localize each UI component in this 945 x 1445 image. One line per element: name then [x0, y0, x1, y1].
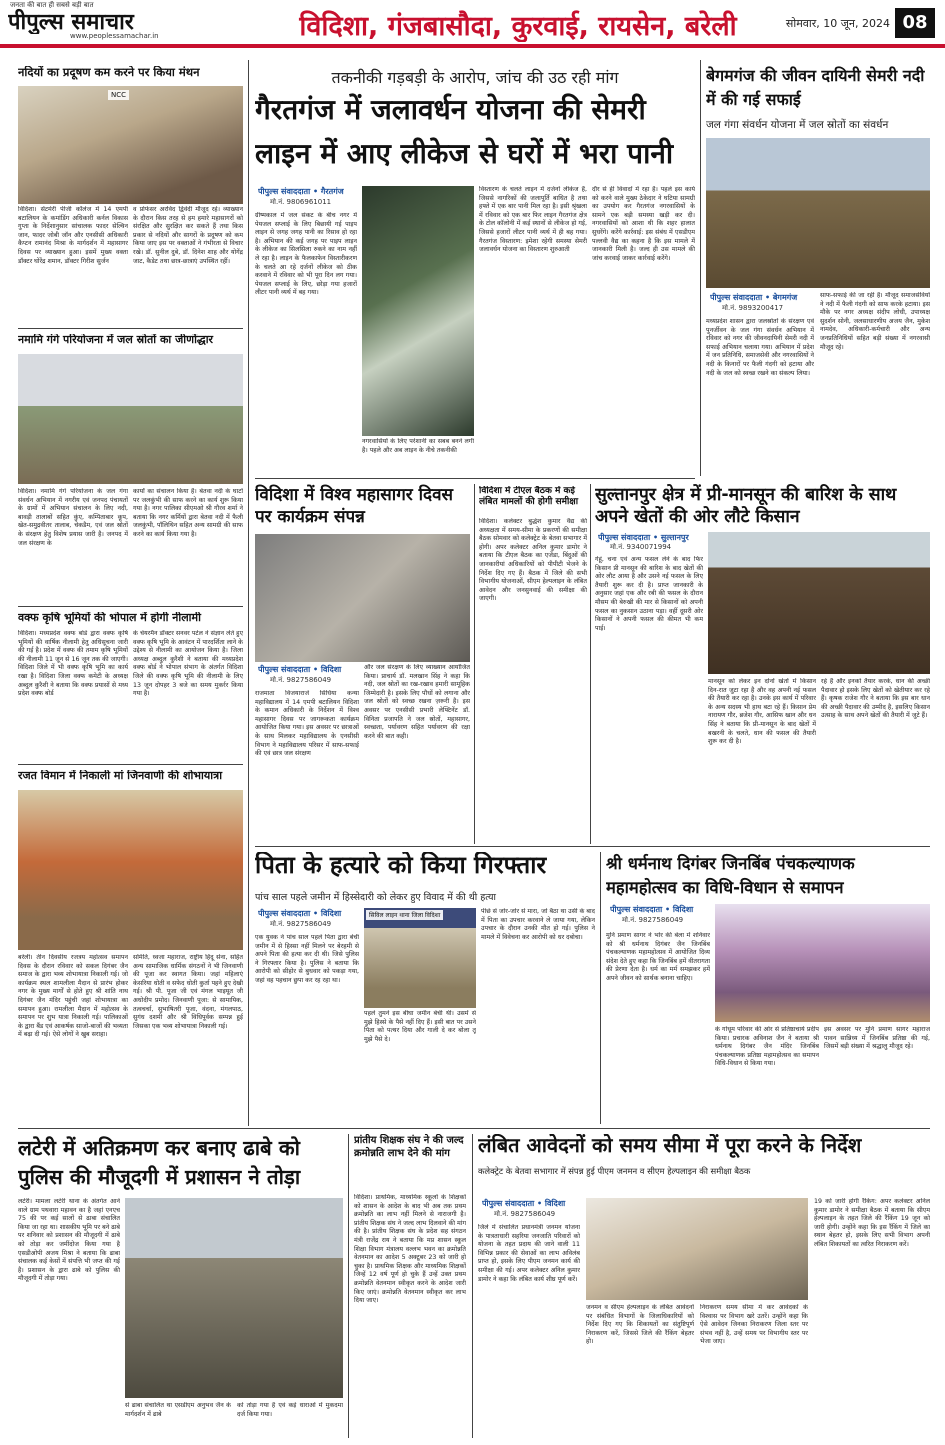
newspaper-logo: पीपुल्स समाचार: [8, 10, 134, 34]
issue-date: सोमवार, 10 जून, 2024: [785, 17, 890, 30]
body-lambit-col2: जनमन व सीएम हेल्पलाइन के लंबित आवेदनों पर संबंधित विभागों के जिलाधिकारियों को निर्देश दिए गए कि शिकायतों का संतुष्टिपूर्ण निराकरण करें, जिससे जिले की रैंकिंग बेहतर हो।: [586, 1304, 694, 1346]
headline-sultanpur: सुल्तानपुर क्षेत्र में प्री-मानसून की बारिश के साथ अपने खेतों की ओर लौटे किसान: [595, 485, 897, 527]
body-pita-col2: पहले तुमने इस बीघा जमीन बेची थी। उसमें से मुझे हिस्से के पैसे नहीं दिए हैं। इसी बात पर उसने पिता को पत्थर दिया और गाली दे कर बोला तू मुझे पैसे दे।: [364, 1010, 476, 1043]
body-lambit-col1: जिले में संचालित प्रधानमंत्री जनमन योजना के पात्रताधारी सहरिया जनजाति परिवारों को योजना के तहत प्रदाय की जाने वाली 11 विभिन्न प्रकार की सेवाओं का लाभ अविलंब प्राप्त हो, इसके लिए पीएम जनमन कार्य की समीक्षा की गई। अपर कलेक्टर अनिल कुमार डामोर ने कहा कि लंबित कार्य शीघ्र पूर्ण करें।: [478, 1224, 580, 1283]
body-lambit-col4: 19 को जारी होगी रैंकिंग: अपर कलेक्टर अनिल कुमार डामोर ने समीक्षा बैठक में बताया कि सीएम हेल्पलाइन के तहत जिले की रैंकिंग 19 जून को जारी होगी। उन्होंने कहा कि इस रैंकिंग में जिले का स्थान बेहतर हो, इसके लिए सभी विभाग अपनी लंबित शिकायतों का त्वरित निराकरण करें।: [814, 1198, 930, 1248]
body-dharmnath-col1: मुनि प्रमाण सागर ने भोर की बेला में शनिवार को श्री धर्मनाथ दिगंबर जैन जिनबिंब पंचकल्याणक महामहोत्सव में आयोजित दिव्य संदेश देते हुए कहा कि जिनबिंब हमें वीतरागता की प्रेरणा देता है। धर्म का मर्म समझकर हमें अपने जीवन को सार्थक बनाना चाहिए।: [606, 932, 710, 982]
byline-vishwa: पीपुल्स संवाददाता • विदिशा: [258, 665, 342, 674]
body-sultanpur-col3: रहे हैं और इनको तैयार करके, धान की अच्छी पैदावार हो इसके लिए खेतों को खेतीयार कर रहे हैं। कृषक राजेश गौर ने बताया कि इस बार धान की अच्छी पैदावार की उम्मीद है, इसलिए किसान उत्साह के साथ अपने खेतों की तैयारी में जुटे हैं।: [821, 678, 930, 720]
column-divider: [700, 60, 701, 476]
byline-dharmnath: पीपुल्स संवाददाता • विदिशा: [610, 905, 694, 914]
headline-vishwa: विदिशा में विश्व महासागर दिवस पर कार्यक्रम संपन्न: [255, 485, 454, 527]
body-lottery-col1: लटेरी। मामला लटेरी थाना के अंतर्गत आने वाले ग्राम पथवारा महावन का है जहां एनएच 75 की पर कई सालों से ढाबा संचालित किया जा रहा था। शासकीय भूमि पर बने ढाबे पर शनिवार को प्रशासन की मौजूदगी में ढाबे को तोड़ा कर जमींदोज किया गया है एसडीओपी अजय मिश्रा ने बताया कि ढाबा संचालक कई केसों में संपत्ति भी जप्त की गई है। प्रशासन के द्वारा ढाबे को पुलिस की मौजूदगी में तोड़ा गया।: [18, 1198, 120, 1283]
page-number: 08: [895, 8, 935, 38]
phone-dharmnath: मो.नं. 9827586049: [622, 916, 684, 924]
body-gairatganj-col1: ग्रीष्मकाल में जल संकट के बीच नगर में पेयजल सप्लाई के लिए बिछायी गई पाइप लाइन से जगह जगह पानी का रिसाव हो रहा है। अभियान की कई जगह पर पाइप लाइन के लीकेज का सिलसिला रुकने का नाम नहीं ले रहा है। लाइन के फैलकाफेन विस्तारीकरण के चलते आ रहे दर्जनों लीकेज को ठीक करवाने में रविवार को भी पूरा दिन लग गया। पेयजल सप्लाई के लिए, छोड़ा गया हजारों लीटर पानी व्यर्थ में बह गया।: [255, 212, 357, 297]
phone-sultanpur: मो.नं. 9340071994: [610, 543, 672, 551]
headline-lambit: लंबित आवेदनों को समय सीमा में पूरा करने के निर्देश: [478, 1134, 862, 1157]
photo-demolished-dhaba: [125, 1198, 343, 1398]
photo-ncc-classroom: [18, 86, 243, 204]
divider: [18, 1128, 930, 1129]
headline-tl: विदिशा में टीएल बैठक में कई लंबित मामलों की होगी समीक्षा: [479, 486, 579, 507]
subhead-begamganj: जल गंगा संवर्धन योजना में जल स्रोतों का संवर्धन: [706, 119, 889, 131]
headline-gairatganj: गैरतगंज में जलावर्धन योजना की सेमरी लाइन में आए लीकेज से घरों में भरा पानी: [255, 93, 674, 170]
body-nadiyon-col1: विदिशा। सेंटमेरी पीजी कॉलेज में 14 एमपी बटालियन के कमांडिंग अधिकारी कर्नल विकास गुप्ता के निर्देशानुसार सांचालक फादर सेल्विन जान, फादर जोबी जॉन और एनसीसी अधिकारी कैप्टन रामानंद मिश्रा के मार्गदर्शन में महासागर दिवस पर व्याख्यान हुआ। इसमें मुख्य वक्ता डॉक्टर घोरेंद्र शमान, डॉक्टर गिरीश सुर्जन: [18, 206, 128, 265]
divider: [18, 328, 243, 329]
body-lottery-col3: को तोड़ा गया है एवं कई धाराओं में मुकदमा दर्ज किया गया।: [237, 1402, 343, 1418]
body-tl: विदिशा। कलेक्टर बुद्धेश कुमार वैद्य की अध्यक्षता में समय-सीमा के प्रकरणों की समीक्षा बैठक सोमवार को कलेक्ट्रेट के बेतवा सभागार में होगी। अपर कलेक्टर अनिल कुमार डामोर ने बताया कि टीएल बैठक का एजेंडा, बिंदुओं की जानकारीयां अधिकारियों को पीपीटी भेजने के निर्देश दिए गए हैं। बैठक में जिले की सभी विभागीय योजनाओं, सीएम हेल्पलाइन के लंबित आवेदन और जनसुनवाई की समीक्षा की जाएगी।: [479, 518, 587, 603]
body-rajat-col2: समिति, ध्वजा महाराज, राष्ट्रीय हिंदू सेना, सहित अन्य सामाजिक धार्मिक संगठनों ने भी जिनवाणी की पूजा कर स्वागत किया। जहां महिलाएं केसरिया धोती व सफेद धोती कुर्ता पहने हुए देखी गई। श्री पी. पूजा जी एवं मंगल भाइयूत जी अधोदीप प्रमोद। जिनवाणी पूजा: से सामायिक, तत्वचर्चा, सुभाषितरी पूजा, वंदना, मंगलपाठ, सुगंध दशमी और श्री विधिपूर्वक सम्पन्न हुई जिसका एक भव्य शोभायात्रा निकाली गई।: [133, 954, 243, 1030]
byline-begamganj: पीपुल्स संवाददाता • बेगमगंज: [710, 293, 798, 302]
body-gairatganj-col2: नगरवासियों के लिए परेशानी का सबब बनने लगी है। पहले और अब लाइन के नीचे तकनीकी: [362, 438, 474, 454]
subhead-lambit: कलेक्ट्रेट के बेतवा सभागार में संपन्न हुई पीएम जनमन व सीएम हेल्पलाइन की समीक्षा बैठक: [478, 1166, 751, 1176]
column-divider: [248, 60, 249, 1126]
body-waqf-col1: विदिशा। मध्यप्रदेश वक्फ बोर्ड द्वारा वक्फ कृषि भूमियों की वार्षिक नीलामी हेतु अधिसूचना जारी की गई है। प्रदेश में वक्फ की तमाम कृषि भूमियों की नीलामी 11 जून से 16 जून तक की जाएगी। विदिशा जिले में भी वक्फ कृषि भूमि का कार्य रखा है। विदिशा जिला वक्फ कमेटी के अध्यक्ष अब्दुल कुरैशी ने बताया कि वक्फ प्रयासों से मध्य प्रदेश वक्फ बोर्ड: [18, 630, 128, 698]
photo-procession: [18, 790, 243, 950]
body-rajat-col1: बरेली। तीन दिवसीय रजत्रय महोत्सव समापन दिवस के दौरान रविवार को सकल दिगंबर जैन समाज के द्वारा भव्य शोभायात्रा निकाली गई। जो कार्यक्रम स्थल शामलीला मैदान से प्रारंभ होकर नगर के मुख्य मार्गों से होते हुए श्री शांति नाथ दिगंबर जैन मंदिर पहुंची जहां शोभायात्रा का समापन हुआ। रामलीला मैदान में महोत्सव के समापन पर शुभ यात्रा निकाली गई। पालिकाओं के द्वारा बैंड एवं आकर्षक साजो-बाजों की भव्यता में बढ़ा दी गई। ऐसे लोगों ने खुब सराहा।: [18, 954, 128, 1039]
byline-pita: पीपुल्स संवाददाता • विदिशा: [258, 909, 342, 918]
phone-begamganj: मो.नं. 9893200417: [722, 304, 784, 312]
headline-dharmnath: श्री धर्मनाथ दिगंबर जिनबिंब पंचकल्याणक महामहोत्सव का विधि-विधान से समापन: [606, 854, 855, 897]
headline-nadiyon: नदियों का प्रदूषण कम करने पर किया मंथन: [18, 66, 200, 79]
photo-river-cleanup: [706, 138, 930, 288]
masthead-tagline: जनता की बात ही सबसे बड़ी बात: [10, 1, 94, 9]
body-gairatganj-col4: दौर से ही विवादों में रहा है। पहले इस कार्य को करने वाले मुख्य ठेकेदार ने घटिया सामग्री का उपयोग कर गैरतगंज नगरवासियों के सामने एक बड़ी समस्या खड़ी कर दी। नगरवासियों को आशा थी कि शहर हालात सुधरेंगे। करेंगे कार्रवाई: इस संबंध में एसडीएम पल्लवी वैद्य का कहना है कि इस मामले में जानकारी मिली है। जल्द ही उस मामले की जांच करवाई जाकर कार्रवाई करेंगे।: [592, 186, 695, 262]
body-sultanpur-col2: मानसून को लेकर इन दोनों खेतों में किसान दिन-रात जुटा रहा है और वह अपनी नई फसल की तैयारी कर रहा है। उनके इस कार्य में परिवार के अन्य सदस्य भी हाथ बटा रहे हैं। किसान प्रेम नारायण गौर, ब्रजेश गौर, आसिफ खान और धन सिंह ने बताया कि प्री-मानसून के बाद खेतों में बखरनी के चलते, धान की फसल की तैयारी शुरू कर दी है।: [708, 678, 816, 746]
byline-lambit: पीपुल्स संवाददाता • विदिशा: [482, 1199, 566, 1208]
body-gairatganj-col3: विस्तारण के चलते लाइन में दर्जनों लीकेज हैं, जिससे नागरिकों की जलापूर्ति बाधित है तथा हफ्ते में एक बार पानी मिल रहा है। इसी श्रृंखला में रविवार को एक बार फिर लाइन गैरतगंज क्षेत्र के टोल कॉलोनी में कई स्थानों से लीकेज हो गई, जिससे हजारों लीटर पानी व्यर्थ में ही बह गया। गैरतगंज विस्तारण: इमेशा रहेगी समस्या सेमरी जलावर्धन योजना का विस्तारण शुरुआती: [479, 186, 587, 254]
kicker-gairatganj: तकनीकी गड़बड़ी के आरोप, जांच की उठ रही मांग: [331, 68, 619, 86]
headline-begamganj: बेगमगंज की जीवन दायिनी सेमरी नदी में की गई सफाई: [706, 66, 925, 109]
region-title: विदिशा, गंजबासौदा, कुरवाई, रायसेन, बरेली: [299, 11, 737, 42]
phone-pita: मो.नं. 9827586049: [270, 920, 332, 928]
headline-namami: नमामि गंगे परियोजना में जल स्रोतों का जीर्णोद्धार: [18, 334, 214, 346]
masthead-rule: [0, 44, 945, 48]
photo-review-meeting: [586, 1198, 808, 1300]
phone-lambit: मो.नं. 9827586049: [494, 1210, 556, 1218]
divider: [255, 846, 930, 847]
headline-waqf: वक्फ कृषि भूमियों की भोपाल में होगी नीलामी: [18, 612, 201, 624]
body-shikshak: विदिशा। प्राथमिक, माध्यमिक स्कूलों के शिक्षकों को शासन के आदेश के बाद भी अब तक प्रथम क्रमोन्नति का लाभ नहीं मिलने से नाराजगी है। प्रांतीय शिक्षक संघ ने जल्द लाभ दिलवाने की मांग की है। प्रांतीय शिक्षक संघ के प्रदेश सह संगठन मंत्री राजेंद्र राय ने बताया कि मप्र शासन स्कूल शिक्षा विभाग मंत्रालय वल्लभ भवन का क्रमोन्नति वेतनमान का आदेश 5 अक्टूबर 23 को जारी हो चुका है। प्राथमिक शिक्षक और माध्यमिक शिक्षकों जिन्हें 12 वर्ष पूर्ण हो चुके हैं उन्हें उक्त प्रथम क्रमोन्नति वेतनमान स्वीकृत करने के आदेश जारी किए जाएं। क्रमोन्नति वेतनमान स्वीकृत कर लाभ दिया जाए।: [354, 1194, 466, 1305]
body-vishwa-col2: और जल संरक्षण के लिए व्याख्यान आयोजित किया। प्राचार्य डॉ. मलखान सिंह ने कहा कि नदी, जल स्रोतों का रख-रखाव हमारी सामूहिक जिम्मेदारी है। इसके लिए पौधों को लगाना और जल स्रोतों को स्वच्छ रखना ज़रूरी है। इस अवसर पर एनसीसी प्रभारी लेफ्टिनेंट डॉ. विनिता प्रजापति ने जल स्रोतों, महासागर, स्वच्छता, पर्यावरण सहित पर्यावरण की रक्षा करने की बात कही।: [364, 664, 470, 740]
photo-tractor-field: [708, 532, 930, 674]
photo-pipe-leak: [362, 186, 474, 436]
byline-sultanpur: पीपुल्स संवाददाता • सुल्तानपुर: [598, 533, 689, 542]
column-divider: [472, 1134, 473, 1438]
body-lambit-col3: निराकरण समय सीमा में कर आवेदकों के विश्वास पर विभाग खरे उतरें। उन्होंने कहा कि ऐसे आवेदन जिनका निराकरण जिला स्तर पर संभव नहीं है, उन्हें समय पर विभागीय स्तर पर भेजा जाए।: [700, 1304, 808, 1346]
column-divider: [590, 484, 591, 844]
photo-ceremony-hall: [715, 904, 930, 1022]
divider: [18, 764, 243, 765]
body-begamganj-col1: मध्यप्रदेश शासन द्वारा जलस्रोतों के संरक्षण एवं पुनर्जीवन के जल गंगा संवर्धन अभियान में रविवार को नगर की जीवनदायिनी सेमरी नदी में सफाई अभियान चलाया गया। अभियान में प्रदेश में जन प्रतिनिधि, समाजसेवी और नगरवासियों ने नदी के किनारों पर फैली गंदगी को हटाया और नदी के जल को स्वच्छ रखने का संकल्प लिया।: [706, 318, 814, 377]
body-dharmnath-col2: के गोधूम परिवार की ओर से प्रतिष्ठाचार्य प्रदीप किया। प्रचारक अविनाश जैन ने बताया श्री धर्मनाथ दिगंबर जैन मंदिर जिनबिंब पंचकल्याणक प्रतिष्ठा महामहोत्सव का समापन विधि-विधान से किया गया।: [715, 1026, 819, 1068]
police-station-sign: सिविल लाइन थाना जिला विदिशा: [366, 910, 443, 920]
body-nadiyon-col2: व प्रोफेसर अरविंद द्विवेदी मौजूद रहे। व्याख्यान के दौरान किस तरह से हम हमारे महासागरों को संरक्षित और सुरक्षित कर सकते हैं तथा किस प्रकार से नदियों और सागरों के प्रदूषण को कम किया जाए इस पर वक्ताओं ने गंभीरता से विचार रखे। डॉ. सुनील दुबे, डॉ. दिनेश शाह और योगेंद्र जाट, कैडेट तथा छात्र-छात्राएं उपस्थित रहीं।: [133, 206, 243, 265]
body-begamganj-col2: साफ-सफाई की जा रही है। मौजूद समाजसेवियों ने नदी में फैली गंदगी को साफ करके हटाया। इस मौके पर नगर अध्यक्ष संदीप लोधी, उपाध्यक्ष सुदर्शन सोनी, जलसाधारणीय अजय जैन, मुकेश नामदेव, अधिकारी-कर्मचारी और अन्य जनप्रतिनिधियों सहित बड़ी संख्या में नगरवासी मौजूद रहे।: [820, 292, 930, 351]
headline-rajat: रजत विमान में निकाली मां जिनवाणी की शोभायात्रा: [18, 770, 223, 782]
body-pita-col3: पीछे से जोर-जोर से मारा, जो बैठा था उसी के बाद में पिता का उपचार करवाने ले जाया गया, लेकिन उपचार के दौरान उनकी मौत हो गई। पुलिस ने मामले में विवेचना कर आरोपी को धर दबोचा।: [481, 908, 595, 941]
phone-gairatganj: मो.नं. 9806961011: [270, 198, 332, 206]
body-namami-col2: कार्यों का संचालन किया है। बेतवा नदी के घाटों पर जलकुंभी की साफ करने का कार्य शुरू किया गया है। नगर पालिका सीएमओ श्री गौरव शर्मा ने बताया कि नगर कर्मियों द्वारा बेतवा नदी में फैली जलकुंभी, पॉलिथिन सहित अन्य सामग्री की साफ करने का कार्य किया गया है।: [133, 488, 243, 538]
body-sultanpur-col1: गेहूं, चना एवं अन्य फसल लेने के बाद फिर किसान प्री मानसून की बारिश के बाद खेतों की ओर लौट आया है और उसने नई फसल के लिए तैयारी शुरू कर दी है। प्राप्त जानकारी के अनुसार जहां एक और रबी की फसल के दौरान मौसम की बेरुखी की मार से किसानों को अपनी फसल का नुकसान उठाना पड़ा। वहीं दूसरी ओर किसानों ने अपनी फसल की कीमत भी कम पाई।: [595, 556, 703, 632]
divider: [18, 606, 243, 607]
body-waqf-col2: के चेयरमैन डॉक्टर सनवर पटेल ने संज्ञान लेते हुए वक्फ कृषि भूमि के आवंटन में पारदर्शिता लाने के उद्देश्य से नीलामी का आयोजन किया है। जिला अध्यक्ष अब्दुल कुरैशी ने बताया की मध्यप्रदेश वक्फ बोर्ड ने भोपाल संभाग के अंतर्गत विदिशा जिले की वक्फ कृषि भूमि की नीलामी के लिए 13 जून दोपहर 3 बजे का समय मुकर्रर किया गया है।: [133, 630, 243, 698]
byline-gairatganj: पीपुल्स संवाददाता • गैरतगंज: [258, 187, 344, 196]
body-namami-col1: विदिशा। नमामि गंगे परियोजना के जल गंगा संवर्धन अभियान में नगरीय एवं जनपद पंचायतों के ग्रामों में अभियान संचालन के लिए नदी, बावड़ी तालाबों सहित कुंए, कम्पिताबार कूप, खेत-समुद्रवीतर तालाब, चेकडैम, एवं जल स्रोतों के संरक्षण हेतु विशेष प्रयास जारी है। जनपद में जल संरक्षण के: [18, 488, 128, 547]
body-lottery-col2: से ढाबा संचालित था एसडीएम अनुभव जैन के मार्गदर्शन में ढाबे: [125, 1402, 231, 1418]
column-divider: [474, 484, 475, 844]
subhead-pita: पांच साल पहले जमीन में हिस्सेदारी को लेकर हुए विवाद में की थी हत्या: [255, 892, 497, 903]
photo-police-station: [364, 908, 476, 1008]
phone-vishwa: मो.नं. 9827586049: [270, 676, 332, 684]
body-vishwa-col1: राजमाता विजयाराजे सिंधिया कन्या महाविद्यालय में 14 एमपी बटालियन विदिशा के कमान अधिकारी के निर्देशन में विश्व महासागर दिवस पर जागरूकता कार्यक्रम आयोजित किया गया। इस अवसर पर छात्राओं के साथ मिलकर महाविद्यालय के एनसीसी विभाग ने महाविद्यालय परिसर में साफ-सफाई की एवं छात्र जल संरक्षण: [255, 690, 359, 758]
photo-ncc-cadets: [255, 534, 470, 662]
photo-banner-text: NCC: [108, 90, 129, 100]
divider: [255, 478, 695, 479]
photo-ghat-cleanup: [18, 354, 243, 484]
column-divider: [600, 852, 601, 1124]
masthead-url[interactable]: www.peoplessamachar.in: [70, 32, 159, 40]
headline-pita: पिता के हत्यारे को किया गिरफ्तार: [255, 852, 547, 879]
body-pita-col1: एक युवक ने पांच साल पहले पिता द्वारा बेची जमीन में से हिस्सा नहीं मिलने पर बेरहमी से अपने पिता की हत्या कर दी थी। जिसे पुलिस ने गिरफ्तार किया है। पुलिस ने बताया कि आरोपी को सीहोर से बुधवार को पकड़ा गया, जहां वह पहचान छुपा कर रह रहा था।: [255, 934, 359, 984]
column-divider: [348, 1134, 349, 1438]
body-dharmnath-col3: इस अवसर पर मुनि प्रमाण सागर महाराज पावन सान्निध्य में जिनबिंब प्रतिष्ठा की गई, जिसमें बड़ी संख्या में श्रद्धालु मौजूद रहे।: [824, 1026, 930, 1051]
headline-lottery: लटेरी में अतिक्रमण कर बनाए ढाबे को पुलिस की मौजूदगी में प्रशासन ने तोड़ा: [18, 1136, 301, 1189]
headline-shikshak: प्रांतीय शिक्षक संघ ने की जल्द क्रमोन्नति लाभ देने की मांग: [354, 1135, 464, 1159]
